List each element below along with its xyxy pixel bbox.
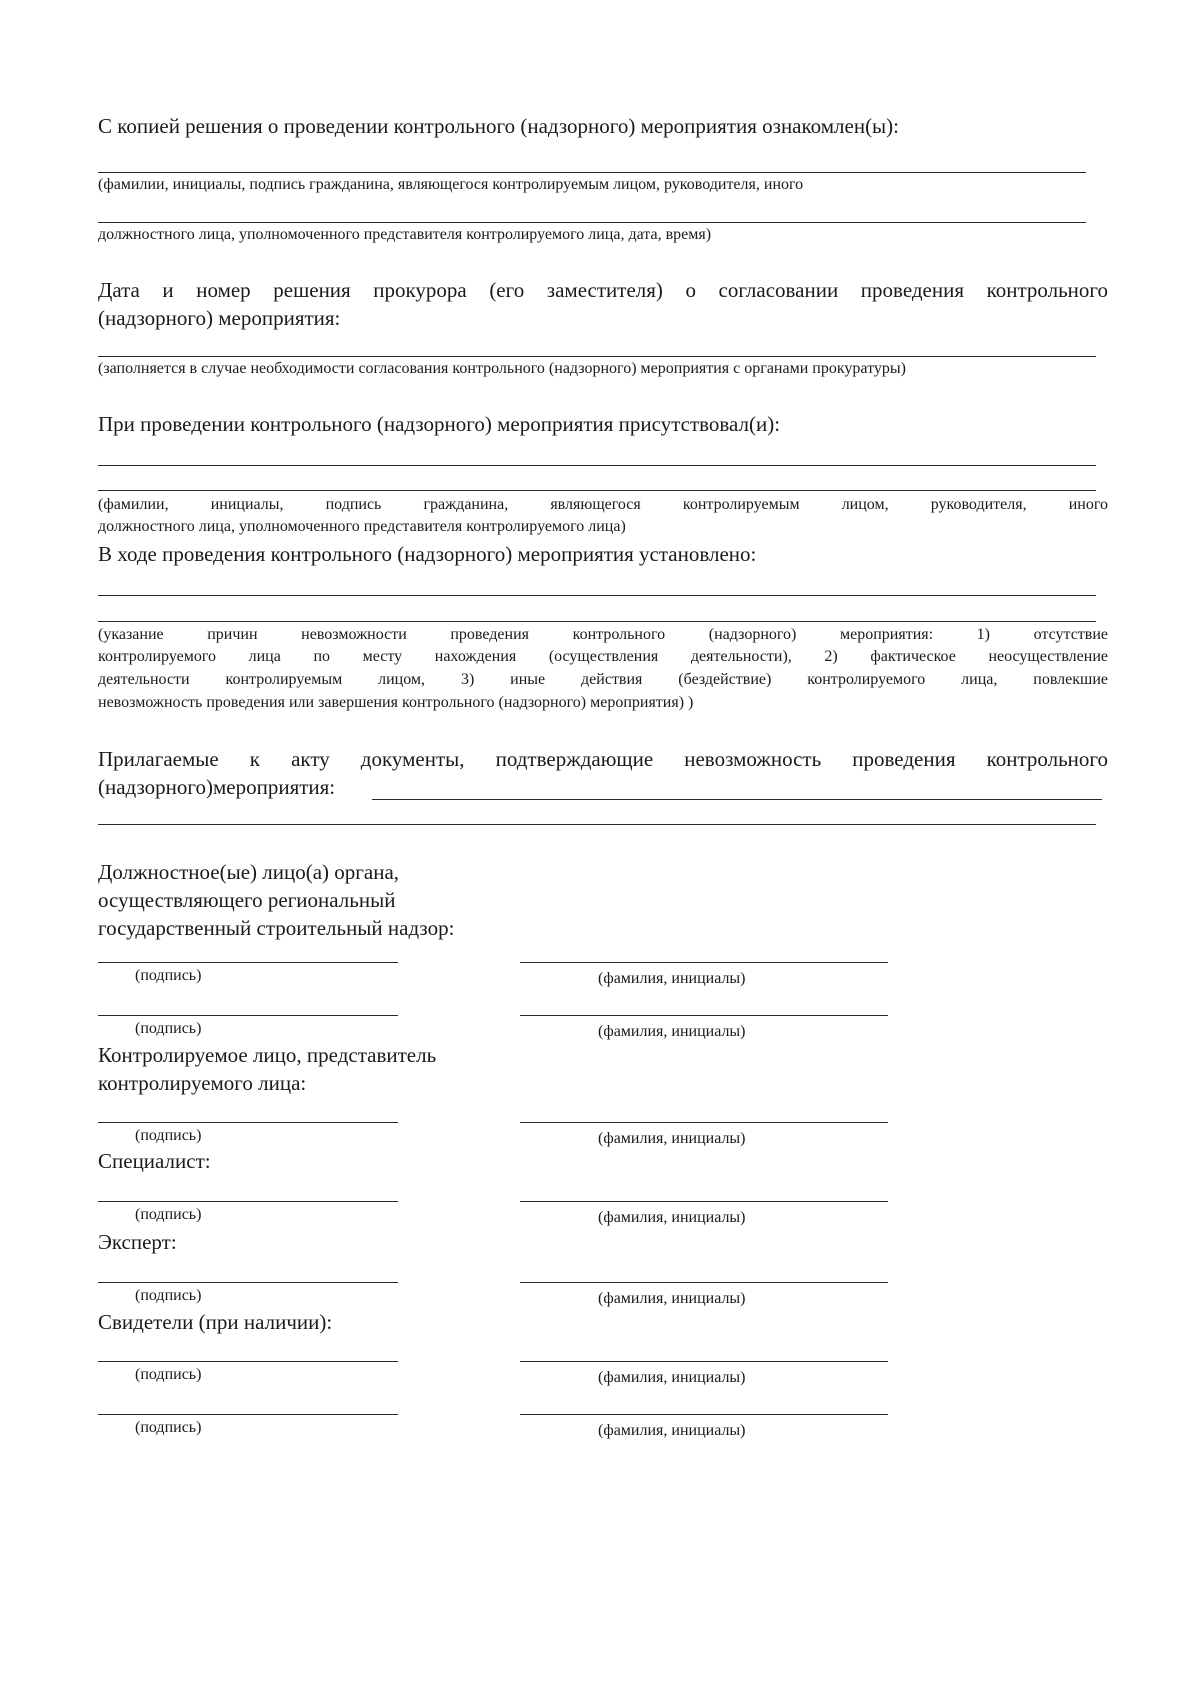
present-note-line-1: (фамилии, инициалы, подпись гражданина, являющегося контролируемым лицом, руководителя, иного [98, 496, 1108, 513]
present-note-line-2: должностного лица, уполномоченного представителя контролируемого лица) [98, 518, 626, 535]
witness-1-signature-line[interactable] [98, 1361, 398, 1362]
official-heading-line-3: государственный строительный надзор: [98, 916, 455, 940]
expert-signature-line[interactable] [98, 1282, 398, 1283]
findings-note-line-2: контролируемого лица по месту нахождения (осуществления деятельности), 2) фактическое неосуществление [98, 648, 1108, 665]
expert-name-line[interactable] [520, 1282, 888, 1283]
official-2-signature-label: (подпись) [135, 1020, 202, 1037]
official-2-name-line[interactable] [520, 1015, 888, 1016]
official-2-signature-line[interactable] [98, 1015, 398, 1016]
official-heading-line-2: осуществляющего региональный [98, 888, 396, 912]
expert-signature-label: (подпись) [135, 1287, 202, 1304]
specialist-signature-line[interactable] [98, 1201, 398, 1202]
findings-fill-line-2[interactable] [98, 621, 1096, 622]
controlled-name-line[interactable] [520, 1122, 888, 1123]
official-heading [98, 858, 558, 942]
expert-heading: Эксперт: [98, 1230, 177, 1254]
prosecutor-heading-line-1: Дата и номер решения прокурора (его заместителя) о согласовании проведения контрольного [98, 278, 1108, 302]
prosecutor-heading-line-2: (надзорного) мероприятия: [98, 306, 341, 330]
controlled-signature-line[interactable] [98, 1122, 398, 1123]
copy-ack-fill-line-1[interactable] [98, 172, 1086, 173]
witnesses-heading: Свидетели (при наличии): [98, 1310, 333, 1334]
copy-ack-heading: С копией решения о проведении контрольного (надзорного) мероприятия ознакомлен(ы): [98, 114, 899, 138]
findings-heading: В ходе проведения контрольного (надзорного) мероприятия установлено: [98, 542, 757, 566]
attachments-fill-line-1[interactable] [372, 799, 1102, 800]
copy-ack-fill-line-2[interactable] [98, 222, 1086, 223]
witness-2-name-label: (фамилия, инициалы) [598, 1422, 746, 1439]
witness-1-name-line[interactable] [520, 1361, 888, 1362]
copy-ack-note-1: (фамилии, инициалы, подпись гражданина, являющегося контролируемым лицом, руководителя, иного [98, 176, 804, 193]
official-2-name-label: (фамилия, инициалы) [598, 1023, 746, 1040]
attachments-heading-line-1: Прилагаемые к акту документы, подтверждающие невозможность проведения контрольного [98, 747, 1108, 771]
specialist-name-label: (фамилия, инициалы) [598, 1209, 746, 1226]
witness-2-signature-line[interactable] [98, 1414, 398, 1415]
present-fill-line-1[interactable] [98, 465, 1096, 466]
present-heading: При проведении контрольного (надзорного) мероприятия присутствовал(и): [98, 412, 781, 436]
prosecutor-note: (заполняется в случае необходимости согласования контрольного (надзорного) мероприятия с органами прокуратуры) [98, 360, 906, 377]
specialist-name-line[interactable] [520, 1201, 888, 1202]
controlled-signature-label: (подпись) [135, 1127, 202, 1144]
controlled-heading [98, 1041, 558, 1097]
official-1-name-line[interactable] [520, 962, 888, 963]
official-1-name-label: (фамилия, инициалы) [598, 970, 746, 987]
copy-ack-note-2: должностного лица, уполномоченного представителя контролируемого лица, дата, время) [98, 226, 712, 243]
specialist-signature-label: (подпись) [135, 1206, 202, 1223]
witness-1-signature-label: (подпись) [135, 1366, 202, 1383]
findings-note-line-4: невозможность проведения или завершения контрольного (надзорного) мероприятия) ) [98, 694, 694, 711]
findings-note-line-1: (указание причин невозможности проведения контрольного (надзорного) мероприятия: 1) отсутствие [98, 626, 1108, 643]
specialist-heading: Специалист: [98, 1149, 211, 1173]
witness-1-name-label: (фамилия, инициалы) [598, 1369, 746, 1386]
findings-note-line-3: деятельности контролируемым лицом, 3) иные действия (бездействие) контролируемого лица, повлекшие [98, 671, 1108, 688]
expert-name-label: (фамилия, инициалы) [598, 1290, 746, 1307]
attachments-heading-line-2: (надзорного)мероприятия: [98, 775, 336, 799]
official-1-signature-label: (подпись) [135, 967, 202, 984]
controlled-name-label: (фамилия, инициалы) [598, 1130, 746, 1147]
witness-2-name-line[interactable] [520, 1414, 888, 1415]
official-1-signature-line[interactable] [98, 962, 398, 963]
attachments-fill-line-2[interactable] [98, 824, 1096, 825]
official-heading-line-1: Должностное(ые) лицо(а) органа, [98, 860, 400, 884]
prosecutor-fill-line[interactable] [98, 356, 1096, 357]
findings-fill-line-1[interactable] [98, 595, 1096, 596]
controlled-heading-line-2: контролируемого лица: [98, 1071, 307, 1095]
present-fill-line-2[interactable] [98, 490, 1096, 491]
witness-2-signature-label: (подпись) [135, 1419, 202, 1436]
controlled-heading-line-1: Контролируемое лицо, представитель [98, 1043, 437, 1067]
